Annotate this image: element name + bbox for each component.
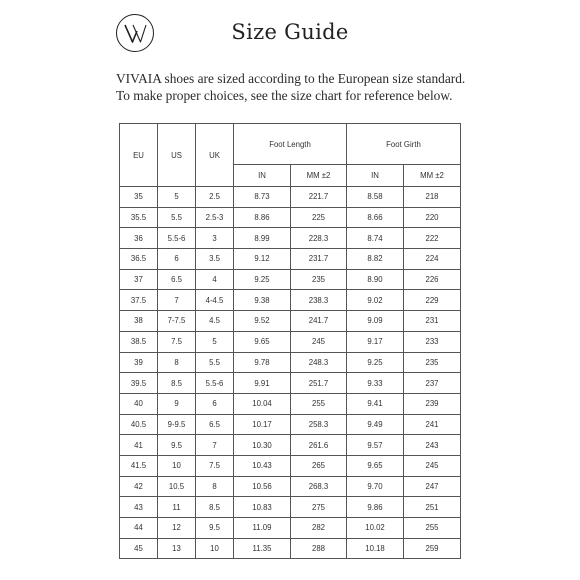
eu-size-cell: 41 <box>120 435 158 456</box>
eu-size-cell: 35.5 <box>120 207 158 228</box>
uk-size-cell: 5 <box>196 331 234 352</box>
uk-size-cell: 8 <box>196 476 234 497</box>
eu-size-cell: 35 <box>120 187 158 208</box>
foot-length-mm-cell: 245 <box>291 331 347 352</box>
foot-girth-mm-cell: 231 <box>404 311 461 332</box>
foot-girth-in-cell: 9.41 <box>347 393 404 414</box>
column-header-length-in: IN <box>234 165 291 187</box>
foot-girth-mm-cell: 243 <box>404 435 461 456</box>
foot-length-mm-cell: 248.3 <box>291 352 347 373</box>
eu-size-cell: 39.5 <box>120 373 158 394</box>
uk-size-cell: 6 <box>196 393 234 414</box>
foot-length-in-cell: 9.52 <box>234 311 291 332</box>
uk-size-cell: 4.5 <box>196 311 234 332</box>
column-header-length-mm: MM ±2 <box>291 165 347 187</box>
us-size-cell: 5.5 <box>158 207 196 228</box>
foot-girth-in-cell: 9.25 <box>347 352 404 373</box>
foot-length-mm-cell: 265 <box>291 455 347 476</box>
us-size-cell: 7.5 <box>158 331 196 352</box>
foot-length-mm-cell: 238.3 <box>291 290 347 311</box>
uk-size-cell: 7 <box>196 435 234 456</box>
foot-girth-mm-cell: 247 <box>404 476 461 497</box>
us-size-cell: 12 <box>158 518 196 539</box>
foot-length-in-cell: 9.25 <box>234 269 291 290</box>
us-size-cell: 7 <box>158 290 196 311</box>
table-row <box>120 518 461 539</box>
table-row <box>120 352 461 373</box>
eu-size-cell: 38 <box>120 311 158 332</box>
eu-size-cell: 44 <box>120 518 158 539</box>
foot-girth-mm-cell: 224 <box>404 249 461 270</box>
table-row <box>120 311 461 332</box>
foot-length-in-cell: 9.38 <box>234 290 291 311</box>
foot-length-in-cell: 8.73 <box>234 187 291 208</box>
foot-girth-in-cell: 9.57 <box>347 435 404 456</box>
foot-length-mm-cell: 275 <box>291 497 347 518</box>
foot-length-in-cell: 8.86 <box>234 207 291 228</box>
foot-length-mm-cell: 225 <box>291 207 347 228</box>
us-size-cell: 11 <box>158 497 196 518</box>
column-header-eu: EU <box>120 124 158 187</box>
column-group-foot-girth: Foot Girth <box>347 124 461 165</box>
uk-size-cell: 4 <box>196 269 234 290</box>
uk-size-cell: 10 <box>196 538 234 559</box>
uk-size-cell: 3 <box>196 228 234 249</box>
foot-length-mm-cell: 221.7 <box>291 187 347 208</box>
foot-girth-in-cell: 8.58 <box>347 187 404 208</box>
eu-size-cell: 45 <box>120 538 158 559</box>
foot-length-mm-cell: 258.3 <box>291 414 347 435</box>
foot-length-mm-cell: 261.6 <box>291 435 347 456</box>
foot-girth-in-cell: 9.86 <box>347 497 404 518</box>
foot-girth-mm-cell: 251 <box>404 497 461 518</box>
foot-girth-in-cell: 10.02 <box>347 518 404 539</box>
eu-size-cell: 36 <box>120 228 158 249</box>
foot-length-in-cell: 10.30 <box>234 435 291 456</box>
foot-girth-mm-cell: 241 <box>404 414 461 435</box>
us-size-cell: 6.5 <box>158 269 196 290</box>
us-size-cell: 9 <box>158 393 196 414</box>
foot-girth-in-cell: 10.18 <box>347 538 404 559</box>
table-row <box>120 435 461 456</box>
us-size-cell: 8.5 <box>158 373 196 394</box>
eu-size-cell: 39 <box>120 352 158 373</box>
us-size-cell: 6 <box>158 249 196 270</box>
foot-girth-mm-cell: 259 <box>404 538 461 559</box>
foot-girth-mm-cell: 229 <box>404 290 461 311</box>
foot-girth-mm-cell: 237 <box>404 373 461 394</box>
foot-girth-mm-cell: 218 <box>404 187 461 208</box>
foot-girth-mm-cell: 245 <box>404 455 461 476</box>
uk-size-cell: 2.5 <box>196 187 234 208</box>
foot-girth-mm-cell: 226 <box>404 269 461 290</box>
foot-length-in-cell: 11.35 <box>234 538 291 559</box>
table-row <box>120 497 461 518</box>
column-header-us: US <box>158 124 196 187</box>
foot-length-in-cell: 10.56 <box>234 476 291 497</box>
column-group-foot-length: Foot Length <box>234 124 347 165</box>
uk-size-cell: 4-4.5 <box>196 290 234 311</box>
foot-length-mm-cell: 231.7 <box>291 249 347 270</box>
foot-length-in-cell: 9.65 <box>234 331 291 352</box>
table-row <box>120 414 461 435</box>
intro-line-1: VIVAIA shoes are sized according to the European size standard. <box>116 71 466 86</box>
foot-girth-in-cell: 8.82 <box>347 249 404 270</box>
foot-girth-in-cell: 9.09 <box>347 311 404 332</box>
intro-text <box>116 70 476 104</box>
table-row <box>120 476 461 497</box>
us-size-cell: 9-9.5 <box>158 414 196 435</box>
eu-size-cell: 42 <box>120 476 158 497</box>
foot-length-mm-cell: 268.3 <box>291 476 347 497</box>
foot-girth-in-cell: 9.70 <box>347 476 404 497</box>
us-size-cell: 5 <box>158 187 196 208</box>
table-row <box>120 269 461 290</box>
table-row <box>120 290 461 311</box>
table-header-row <box>120 124 461 165</box>
foot-girth-mm-cell: 235 <box>404 352 461 373</box>
table-row <box>120 249 461 270</box>
us-size-cell: 10.5 <box>158 476 196 497</box>
eu-size-cell: 40.5 <box>120 414 158 435</box>
foot-length-in-cell: 10.43 <box>234 455 291 476</box>
table-row <box>120 187 461 208</box>
column-header-girth-mm: MM ±2 <box>404 165 461 187</box>
foot-girth-mm-cell: 233 <box>404 331 461 352</box>
foot-girth-in-cell: 9.49 <box>347 414 404 435</box>
uk-size-cell: 2.5-3 <box>196 207 234 228</box>
foot-length-in-cell: 9.91 <box>234 373 291 394</box>
us-size-cell: 10 <box>158 455 196 476</box>
foot-girth-in-cell: 8.66 <box>347 207 404 228</box>
table-row <box>120 207 461 228</box>
eu-size-cell: 41.5 <box>120 455 158 476</box>
uk-size-cell: 9.5 <box>196 518 234 539</box>
foot-girth-mm-cell: 222 <box>404 228 461 249</box>
table-row <box>120 538 461 559</box>
foot-length-mm-cell: 255 <box>291 393 347 414</box>
table-row <box>120 455 461 476</box>
foot-length-in-cell: 10.04 <box>234 393 291 414</box>
us-size-cell: 8 <box>158 352 196 373</box>
eu-size-cell: 43 <box>120 497 158 518</box>
uk-size-cell: 5.5-6 <box>196 373 234 394</box>
uk-size-cell: 7.5 <box>196 455 234 476</box>
table-row <box>120 331 461 352</box>
table-row <box>120 393 461 414</box>
foot-length-in-cell: 8.99 <box>234 228 291 249</box>
foot-length-in-cell: 11.09 <box>234 518 291 539</box>
eu-size-cell: 38.5 <box>120 331 158 352</box>
foot-length-in-cell: 10.17 <box>234 414 291 435</box>
foot-length-mm-cell: 241.7 <box>291 311 347 332</box>
foot-length-mm-cell: 228.3 <box>291 228 347 249</box>
column-header-girth-in: IN <box>347 165 404 187</box>
foot-girth-in-cell: 9.02 <box>347 290 404 311</box>
uk-size-cell: 5.5 <box>196 352 234 373</box>
intro-line-2: To make proper choices, see the size chart for reference below. <box>116 88 453 103</box>
foot-girth-mm-cell: 239 <box>404 393 461 414</box>
eu-size-cell: 37 <box>120 269 158 290</box>
us-size-cell: 13 <box>158 538 196 559</box>
foot-length-mm-cell: 235 <box>291 269 347 290</box>
foot-length-in-cell: 9.12 <box>234 249 291 270</box>
foot-girth-in-cell: 9.33 <box>347 373 404 394</box>
uk-size-cell: 3.5 <box>196 249 234 270</box>
foot-length-in-cell: 9.78 <box>234 352 291 373</box>
column-header-uk: UK <box>196 124 234 187</box>
table-row <box>120 373 461 394</box>
us-size-cell: 9.5 <box>158 435 196 456</box>
foot-girth-in-cell: 9.65 <box>347 455 404 476</box>
foot-length-mm-cell: 288 <box>291 538 347 559</box>
size-chart-table <box>119 123 461 559</box>
size-chart-body <box>120 187 461 559</box>
us-size-cell: 7-7.5 <box>158 311 196 332</box>
eu-size-cell: 37.5 <box>120 290 158 311</box>
foot-girth-mm-cell: 255 <box>404 518 461 539</box>
foot-length-in-cell: 10.83 <box>234 497 291 518</box>
table-row <box>120 228 461 249</box>
vivaia-logo-icon <box>116 14 154 52</box>
foot-girth-in-cell: 9.17 <box>347 331 404 352</box>
foot-length-mm-cell: 282 <box>291 518 347 539</box>
foot-girth-in-cell: 8.74 <box>347 228 404 249</box>
foot-girth-mm-cell: 220 <box>404 207 461 228</box>
uk-size-cell: 6.5 <box>196 414 234 435</box>
eu-size-cell: 36.5 <box>120 249 158 270</box>
page-title: Size Guide <box>231 20 349 44</box>
eu-size-cell: 40 <box>120 393 158 414</box>
uk-size-cell: 8.5 <box>196 497 234 518</box>
foot-girth-in-cell: 8.90 <box>347 269 404 290</box>
header <box>0 0 580 70</box>
us-size-cell: 5.5-6 <box>158 228 196 249</box>
foot-length-mm-cell: 251.7 <box>291 373 347 394</box>
